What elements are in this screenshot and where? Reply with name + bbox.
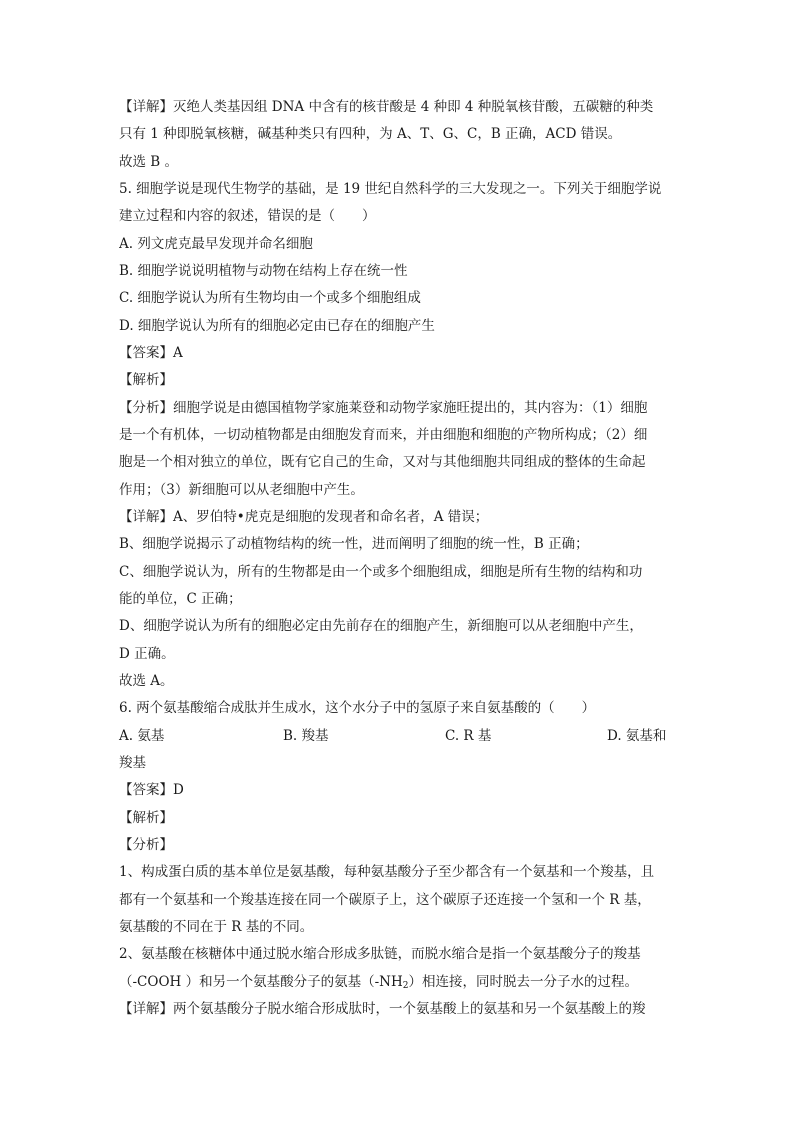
text-line: 【详解】A、罗伯特•虎克是细胞的发现者和命名者，A 错误； (119, 509, 489, 525)
option-b: B. 羧基 (283, 728, 329, 744)
analysis-label: 【解析】 (119, 810, 173, 826)
question-5-stem: 建立过程和内容的叙述，错误的是（ ） (119, 208, 376, 224)
question-6-options (119, 726, 679, 746)
option-d: D. 氨基和 (607, 728, 667, 744)
text-line: 是一个有机体，一切动植物都是由细胞发育而来，并由细胞和细胞的产物所构成；（2）细 (119, 427, 648, 443)
analysis-label: 【解析】 (119, 372, 173, 388)
text-line: 故选 B 。 (119, 154, 179, 170)
option-d: D. 细胞学说认为所有的细胞必定由已存在的细胞产生 (119, 318, 435, 334)
text-line: B、细胞学说揭示了动植物结构的统一性，进而阐明了细胞的统一性，B 正确； (119, 536, 589, 552)
text-fragment: （-COOH ）和另一个氨基酸分子的氨基（-NH (119, 974, 403, 990)
text-line: 【详解】两个氨基酸分子脱水缩合形成肽时，一个氨基酸上的氨基和另一个氨基酸上的羧 (119, 1001, 646, 1017)
answer-label: 【答案】D (119, 782, 184, 798)
text-line: 故选 A。 (119, 673, 174, 689)
text-line: 只有 1 种即脱氧核糖，碱基种类只有四种，为 A、T、G、C，B 正确，ACD 错误。 (119, 126, 622, 142)
answer-label: 【答案】A (119, 345, 183, 361)
option-b: B. 细胞学说说明植物与动物在结构上存在统一性 (119, 263, 408, 279)
option-c: C. 细胞学说认为所有生物均由一个或多个细胞组成 (119, 290, 421, 306)
subscript: 2 (402, 981, 409, 991)
text-line: 1、构成蛋白质的基本单位是氨基酸，每种氨基酸分子至少都含有一个氨基和一个羧基，且 (119, 864, 655, 880)
text-line: 能的单位，C 正确； (119, 591, 242, 607)
option-a: A. 列文虎克最早发现并命名细胞 (119, 236, 313, 252)
option-a: A. 氨基 (119, 728, 165, 744)
question-6-stem: 6. 两个氨基酸缩合成肽并生成水，这个水分子中的氢原子来自氨基酸的（ ） (119, 700, 596, 716)
text-line: 胞是一个相对独立的单位，既有它自己的生命，又对与其他细胞共同组成的整体的生命起 (119, 454, 646, 470)
text-line: 【详解】灭绝人类基因组 DNA 中含有的核苷酸是 4 种即 4 种脱氧核苷酸，五碳糖的种类 (119, 99, 654, 115)
text-line: 2、氨基酸在核糖体中通过脱水缩合形成多肽链，而脱水缩合是指一个氨基酸分子的羧基 (119, 946, 641, 962)
text-line: C、细胞学说认为，所有的生物都是由一个或多个细胞组成，细胞是所有生物的结构和功 (119, 564, 643, 580)
text-line: 氨基酸的不同在于 R 基的不同。 (119, 919, 314, 935)
option-c: C. R 基 (445, 728, 492, 744)
text-line: D 正确。 (119, 646, 175, 662)
text-line: 作用；（3）新细胞可以从老细胞中产生。 (119, 482, 364, 498)
text-line: 都有一个氨基和一个羧基连接在同一个碳原子上，这个碳原子还连接一个氢和一个 R 基， (119, 892, 651, 908)
text-line: 羧基 (119, 755, 146, 771)
text-line: 【分析】细胞学说是由德国植物学家施莱登和动物学家施旺提出的，其内容为：（1）细胞 (119, 400, 648, 416)
text-line: D、细胞学说认为所有的细胞必定由先前存在的细胞产生，新细胞可以从老细胞中产生， (119, 618, 643, 634)
text-line (119, 972, 679, 992)
text-line: 【分析】 (119, 837, 173, 853)
text-fragment: ）相连接，同时脱去一分子水的过程。 (408, 974, 638, 990)
question-5-stem: 5. 细胞学说是现代生物学的基础，是 19 世纪自然科学的三大发现之一。下列关于细胞学说 (119, 181, 662, 197)
